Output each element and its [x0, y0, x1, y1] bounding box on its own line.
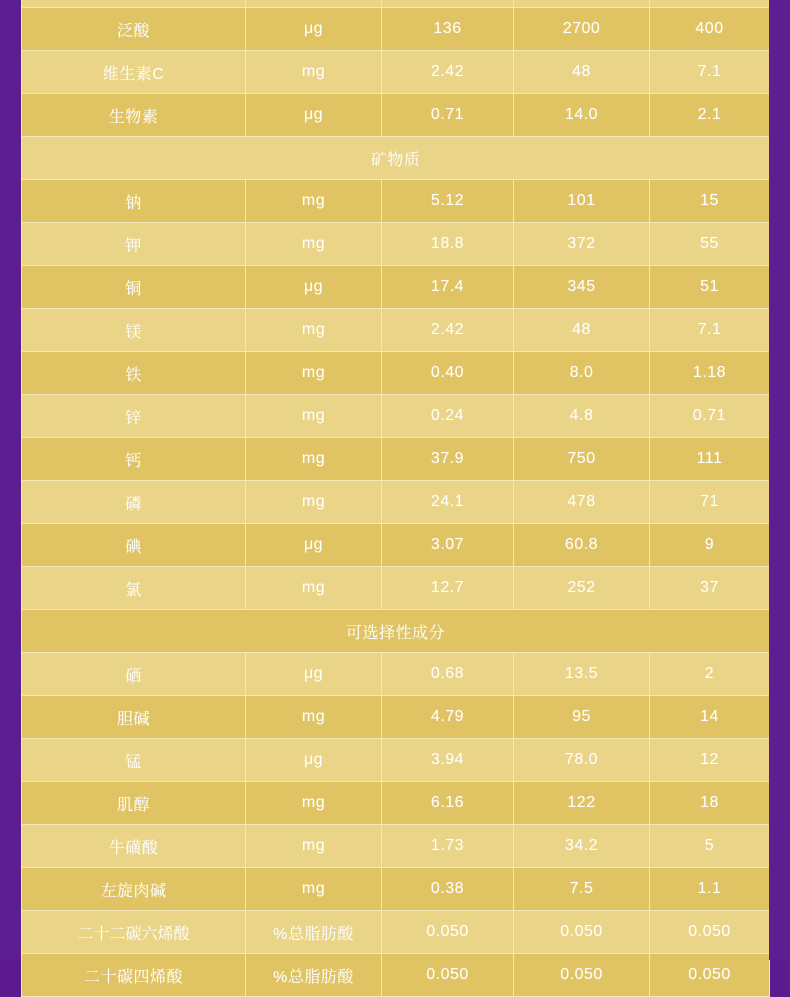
- value-per-100kj: 0.050: [382, 954, 514, 997]
- nutrient-unit: mg: [246, 481, 382, 524]
- value-per-100g: 122: [514, 782, 650, 825]
- value-per-100kj: 3.07: [382, 524, 514, 567]
- table-row: [22, 94, 770, 137]
- nutrient-unit: μg: [246, 739, 382, 782]
- value-per-100g: 48: [514, 51, 650, 94]
- value-per-100kj: 136: [382, 8, 514, 51]
- nutrient-name: 硒: [22, 653, 246, 696]
- value-per-100kj: 17.4: [382, 266, 514, 309]
- value-per-100kj: 2.42: [382, 51, 514, 94]
- value-per-100g: 48: [514, 309, 650, 352]
- nutrient-unit: μg: [246, 8, 382, 51]
- value-per-100kj: [382, 0, 514, 8]
- table-row: [22, 0, 770, 8]
- nutrient-name: 钙: [22, 438, 246, 481]
- value-per-100ml: 55: [650, 223, 770, 266]
- value-per-100g: 478: [514, 481, 650, 524]
- table-row: [22, 395, 770, 438]
- value-per-100g: 0.050: [514, 954, 650, 997]
- nutrient-name: 镁: [22, 309, 246, 352]
- value-per-100g: 13.5: [514, 653, 650, 696]
- table-row: [22, 567, 770, 610]
- value-per-100kj: 0.71: [382, 94, 514, 137]
- value-per-100g: 4.8: [514, 395, 650, 438]
- value-per-100g: 2700: [514, 8, 650, 51]
- value-per-100ml: 9: [650, 524, 770, 567]
- value-per-100ml: 5: [650, 825, 770, 868]
- table-row: [22, 481, 770, 524]
- table-row: [22, 51, 770, 94]
- nutrient-unit: μg: [246, 266, 382, 309]
- value-per-100ml: 12: [650, 739, 770, 782]
- nutrient-name: 牛磺酸: [22, 825, 246, 868]
- nutrient-unit: mg: [246, 868, 382, 911]
- nutrient-unit: mg: [246, 438, 382, 481]
- value-per-100g: 750: [514, 438, 650, 481]
- nutrient-unit: μg: [246, 524, 382, 567]
- value-per-100g: 95: [514, 696, 650, 739]
- nutrient-unit: μg: [246, 94, 382, 137]
- section-title: 可选择性成分: [22, 610, 770, 653]
- value-per-100kj: 0.24: [382, 395, 514, 438]
- value-per-100ml: 15: [650, 180, 770, 223]
- nutrient-unit: mg: [246, 825, 382, 868]
- table-row: [22, 352, 770, 395]
- nutrient-name: 钠: [22, 180, 246, 223]
- value-per-100ml: 1.1: [650, 868, 770, 911]
- left-purple-margin: [0, 0, 21, 960]
- nutrition-table: [21, 0, 770, 997]
- value-per-100ml: 14: [650, 696, 770, 739]
- nutrient-name: 锰: [22, 739, 246, 782]
- value-per-100kj: 4.79: [382, 696, 514, 739]
- nutrient-name: 维生素C: [22, 51, 246, 94]
- table-row: [22, 653, 770, 696]
- nutrient-unit: %总脂肪酸: [246, 911, 382, 954]
- value-per-100ml: 71: [650, 481, 770, 524]
- value-per-100g: 252: [514, 567, 650, 610]
- table-row: [22, 180, 770, 223]
- value-per-100g: 78.0: [514, 739, 650, 782]
- table-section-row: [22, 137, 770, 180]
- value-per-100kj: 3.94: [382, 739, 514, 782]
- value-per-100kj: 6.16: [382, 782, 514, 825]
- nutrient-unit: mg: [246, 696, 382, 739]
- value-per-100g: 345: [514, 266, 650, 309]
- value-per-100ml: 0.71: [650, 395, 770, 438]
- table-row: [22, 223, 770, 266]
- nutrient-name: [22, 0, 246, 8]
- value-per-100ml: 0.050: [650, 911, 770, 954]
- value-per-100g: 34.2: [514, 825, 650, 868]
- value-per-100g: [514, 0, 650, 8]
- value-per-100ml: 18: [650, 782, 770, 825]
- value-per-100ml: 2.1: [650, 94, 770, 137]
- nutrition-table-wrapper: [21, 0, 769, 997]
- nutrient-name: 磷: [22, 481, 246, 524]
- value-per-100g: 7.5: [514, 868, 650, 911]
- right-purple-margin: [769, 0, 790, 960]
- table-row: [22, 825, 770, 868]
- value-per-100ml: 7.1: [650, 309, 770, 352]
- section-title: 矿物质: [22, 137, 770, 180]
- value-per-100kj: 2.42: [382, 309, 514, 352]
- nutrient-unit: mg: [246, 180, 382, 223]
- value-per-100g: 0.050: [514, 911, 650, 954]
- table-row: [22, 739, 770, 782]
- value-per-100ml: 0.050: [650, 954, 770, 997]
- nutrient-name: 铜: [22, 266, 246, 309]
- nutrient-name: 泛酸: [22, 8, 246, 51]
- nutrient-unit: mg: [246, 782, 382, 825]
- value-per-100ml: 37: [650, 567, 770, 610]
- value-per-100kj: 37.9: [382, 438, 514, 481]
- value-per-100kj: 24.1: [382, 481, 514, 524]
- value-per-100g: 8.0: [514, 352, 650, 395]
- value-per-100ml: [650, 0, 770, 8]
- value-per-100ml: 7.1: [650, 51, 770, 94]
- table-row: [22, 954, 770, 997]
- nutrient-name: 二十二碳六烯酸: [22, 911, 246, 954]
- nutrient-unit: mg: [246, 223, 382, 266]
- nutrient-unit: μg: [246, 653, 382, 696]
- nutrient-name: 生物素: [22, 94, 246, 137]
- nutrient-name: 二十碳四烯酸: [22, 954, 246, 997]
- table-row: [22, 266, 770, 309]
- nutrient-name: 肌醇: [22, 782, 246, 825]
- value-per-100g: 101: [514, 180, 650, 223]
- table-section-row: [22, 610, 770, 653]
- nutrient-name: 胆碱: [22, 696, 246, 739]
- table-row: [22, 868, 770, 911]
- value-per-100kj: 0.68: [382, 653, 514, 696]
- nutrient-name: 碘: [22, 524, 246, 567]
- table-row: [22, 696, 770, 739]
- table-row: [22, 309, 770, 352]
- value-per-100ml: 400: [650, 8, 770, 51]
- nutrient-name: 铁: [22, 352, 246, 395]
- value-per-100ml: 2: [650, 653, 770, 696]
- table-row: [22, 524, 770, 567]
- value-per-100g: 372: [514, 223, 650, 266]
- value-per-100kj: 1.73: [382, 825, 514, 868]
- value-per-100kj: 18.8: [382, 223, 514, 266]
- table-row: [22, 911, 770, 954]
- table-row: [22, 438, 770, 481]
- nutrient-unit: %总脂肪酸: [246, 954, 382, 997]
- table-row: [22, 8, 770, 51]
- value-per-100kj: 5.12: [382, 180, 514, 223]
- nutrient-unit: mg: [246, 395, 382, 438]
- nutrient-name: 钾: [22, 223, 246, 266]
- nutrient-name: 左旋肉碱: [22, 868, 246, 911]
- nutrient-name: 氯: [22, 567, 246, 610]
- nutrient-name: 锌: [22, 395, 246, 438]
- value-per-100ml: 51: [650, 266, 770, 309]
- value-per-100kj: 0.38: [382, 868, 514, 911]
- value-per-100ml: 1.18: [650, 352, 770, 395]
- value-per-100kj: 0.050: [382, 911, 514, 954]
- value-per-100g: 14.0: [514, 94, 650, 137]
- value-per-100g: 60.8: [514, 524, 650, 567]
- value-per-100ml: 111: [650, 438, 770, 481]
- nutrient-unit: [246, 0, 382, 8]
- value-per-100kj: 0.40: [382, 352, 514, 395]
- nutrient-unit: mg: [246, 309, 382, 352]
- nutrient-unit: mg: [246, 567, 382, 610]
- table-row: [22, 782, 770, 825]
- nutrient-unit: mg: [246, 51, 382, 94]
- nutrient-unit: mg: [246, 352, 382, 395]
- value-per-100kj: 12.7: [382, 567, 514, 610]
